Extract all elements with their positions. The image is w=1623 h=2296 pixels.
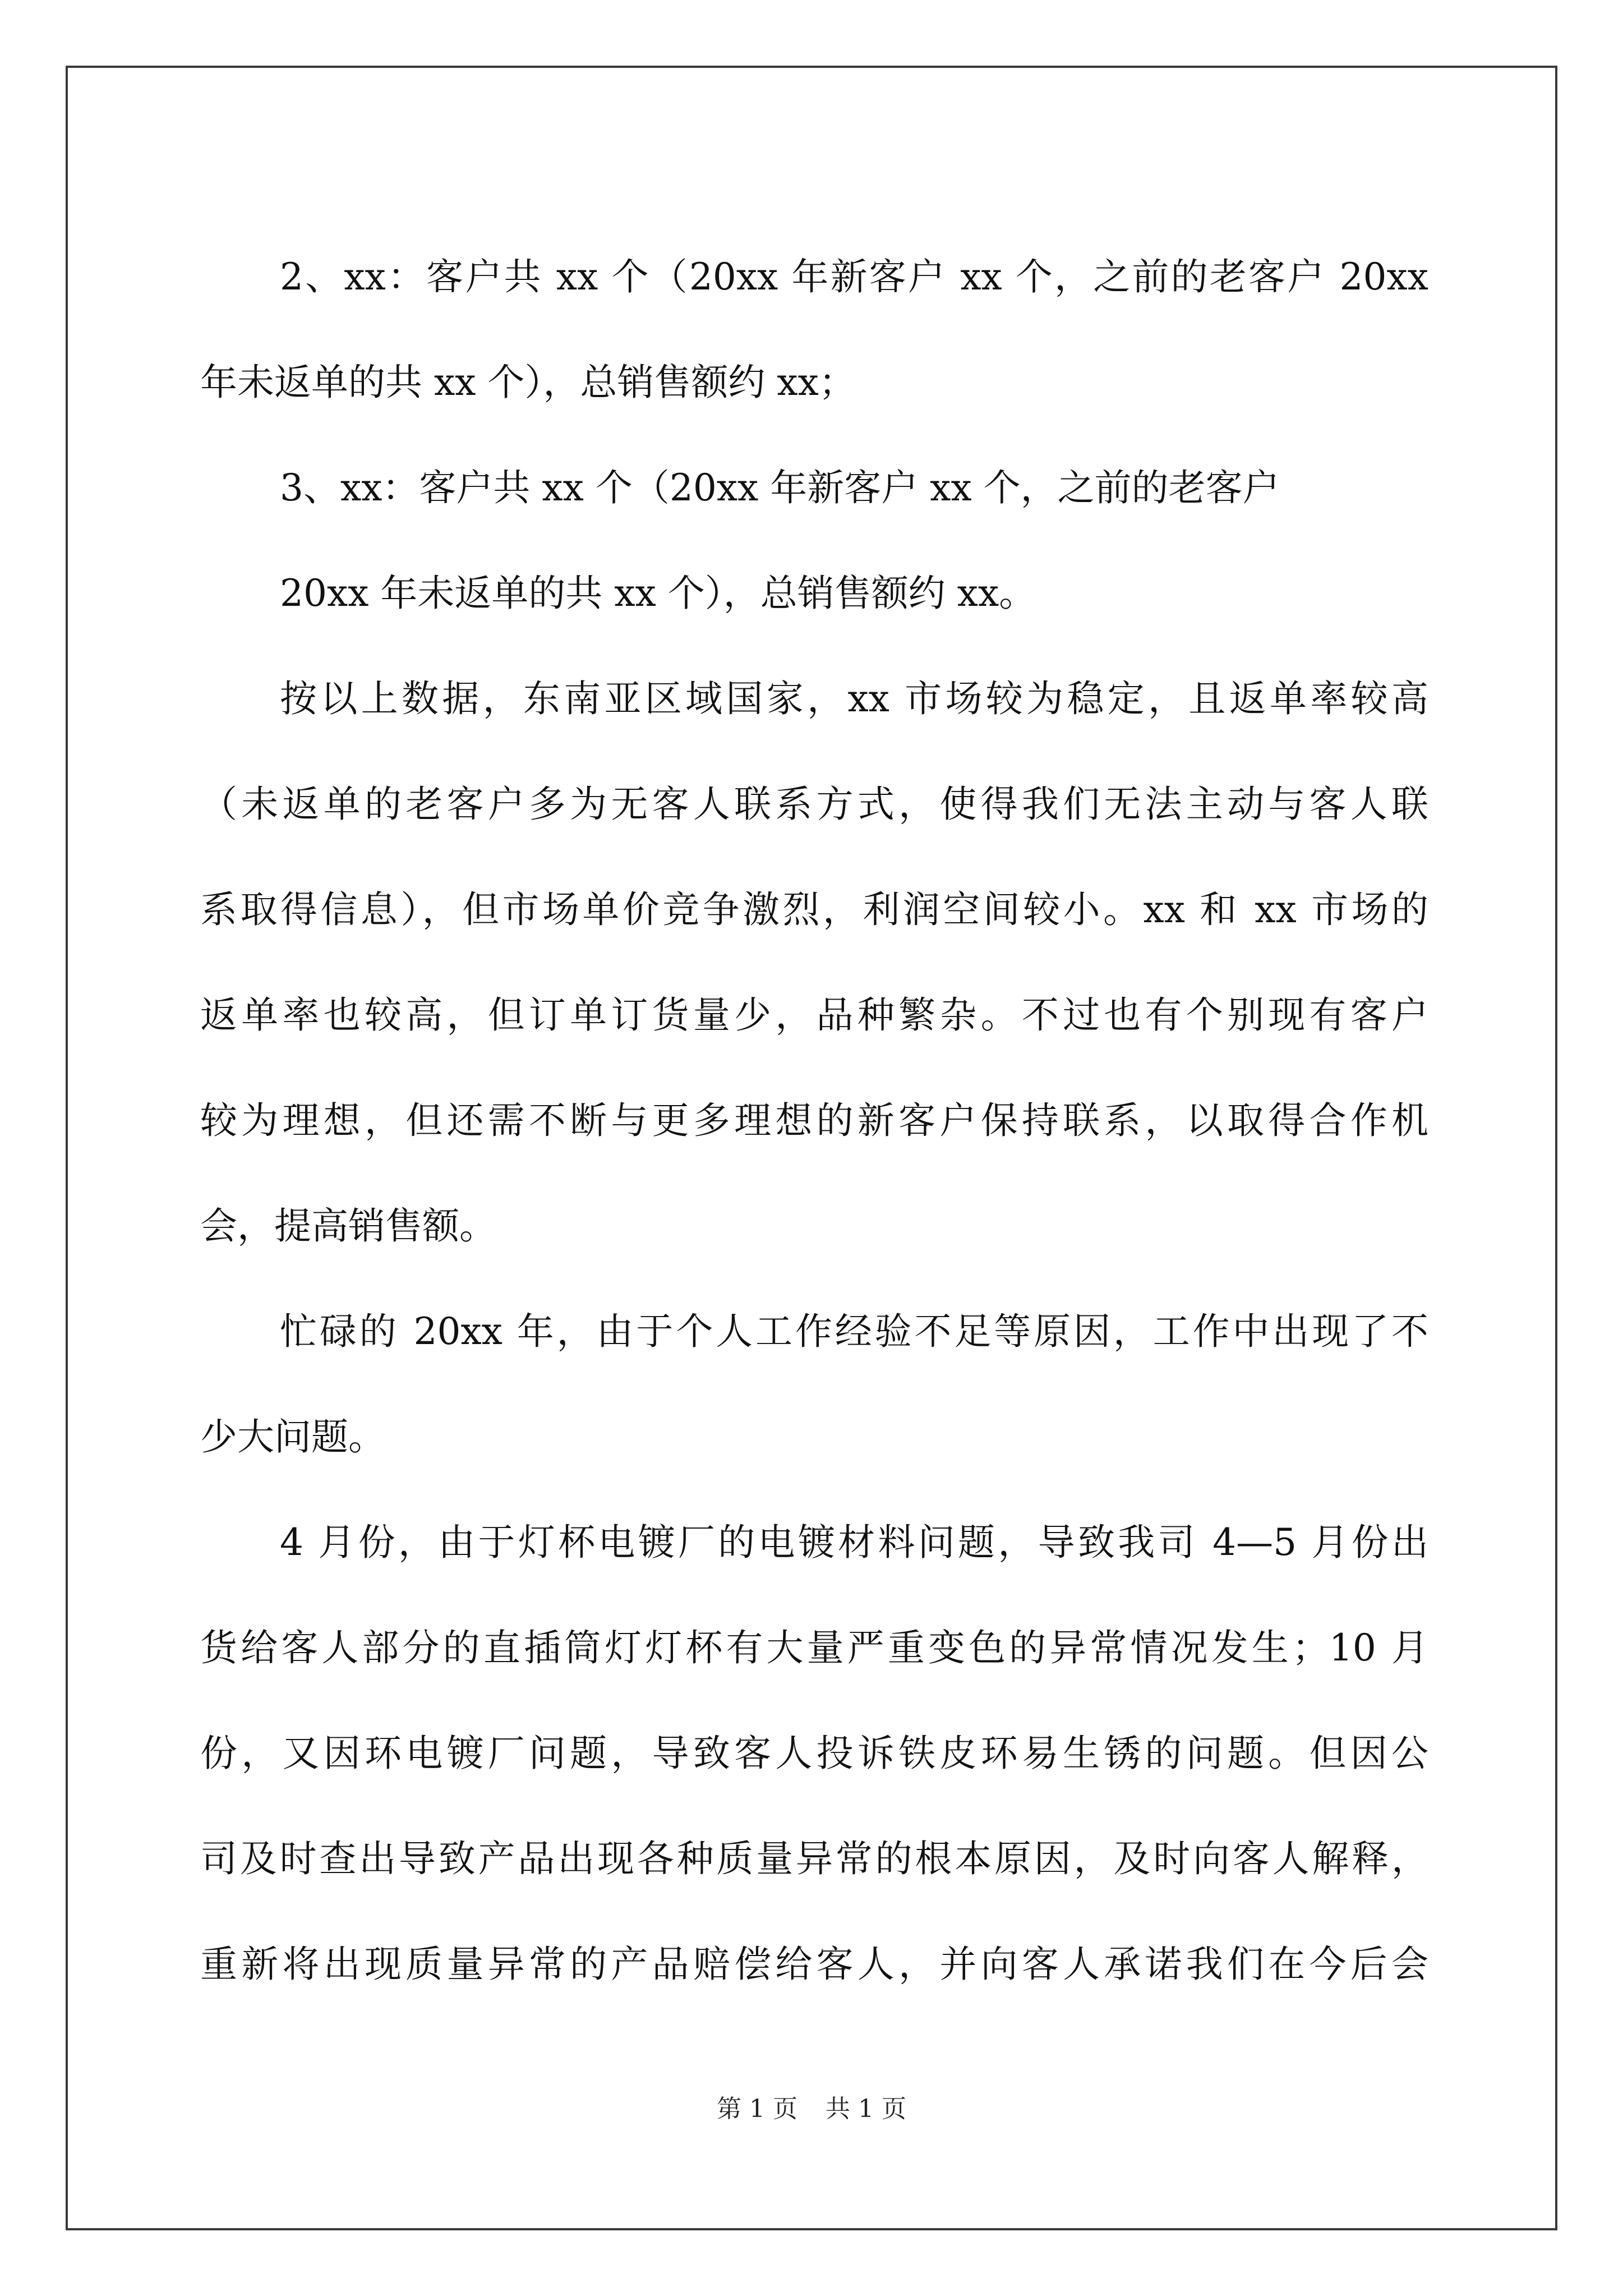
text-line: 年未返单的共 xx 个），总销售额约 xx；: [200, 361, 856, 404]
document-body: [200, 224, 1428, 2017]
text-line: 3、xx：客户共 xx 个（20xx 年新客户 xx 个，之前的老客户: [280, 466, 1280, 509]
text-line: （未返单的老客户多为无客人联系方式，使得我们无法主动与客人联: [200, 783, 1428, 826]
text-line: 返单率也较高，但订单订货量少，品种繁杂。不过也有个别现有客户: [200, 993, 1428, 1037]
text-line: 4 月份，由于灯杯电镀厂的电镀材料问题，导致我司 4—5 月份出: [280, 1521, 1428, 1564]
text-line: 按以上数据，东南亚区域国家，xx 市场较为稳定，且返单率较高: [280, 677, 1428, 720]
page-footer: [0, 2092, 1623, 2126]
text-line: 司及时查出导致产品出现各种质量异常的根本原因，及时向客人解释，: [200, 1837, 1428, 1880]
text-line: 货给客人部分的直插筒灯灯杯有大量严重变色的异常情况发生；10 月: [200, 1626, 1428, 1669]
text-line: 忙碌的 20xx 年，由于个人工作经验不足等原因，工作中出现了不: [280, 1310, 1428, 1353]
text-line: 少大问题。: [200, 1415, 385, 1458]
text-line: 重新将出现质量异常的产品赔偿给客人，并向客人承诺我们在今后会: [200, 1943, 1428, 1986]
text-line: 较为理想，但还需不断与更多理想的新客户保持联系，以取得合作机: [200, 1099, 1428, 1142]
page-total: 共 1 页: [826, 2095, 906, 2123]
text-line: 会，提高销售额。: [200, 1204, 496, 1248]
text-line: 系取得信息），但市场单价竞争激烈，利润空间较小。xx 和 xx 市场的: [200, 888, 1428, 931]
text-line: 20xx 年未返单的共 xx 个），总销售额约 xx。: [280, 572, 1036, 615]
text-line: 2、xx：客户共 xx 个（20xx 年新客户 xx 个，之前的老客户 20xx: [280, 255, 1428, 298]
page-number: 第 1 页: [717, 2095, 797, 2123]
text-line: 份，又因环电镀厂问题，导致客人投诉铁皮环易生锈的问题。但因公: [200, 1732, 1428, 1775]
